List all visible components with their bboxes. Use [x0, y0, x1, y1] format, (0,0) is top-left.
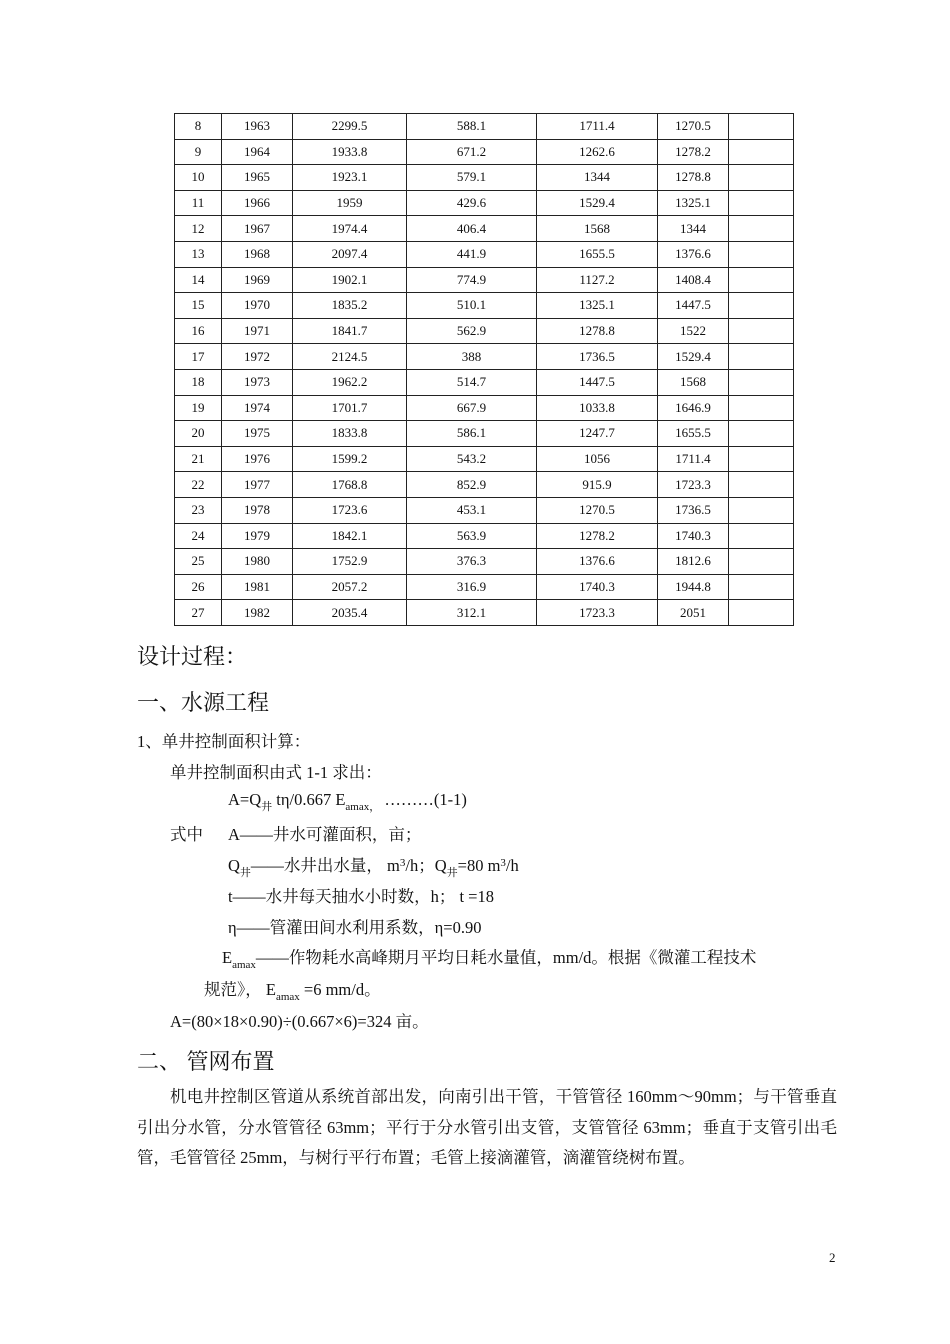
table-cell: 1740.3 — [658, 523, 729, 549]
table-cell: 1963 — [222, 114, 293, 140]
table-row — [175, 395, 794, 421]
table-cell: 1933.8 — [293, 139, 407, 165]
formula-line — [228, 790, 467, 814]
table-cell: 10 — [175, 165, 222, 191]
table-cell: 2035.4 — [293, 600, 407, 626]
table-cell — [729, 395, 794, 421]
table-row — [175, 446, 794, 472]
table-cell: 563.9 — [407, 523, 537, 549]
table-cell — [729, 318, 794, 344]
table-row — [175, 190, 794, 216]
table-cell: 1974.4 — [293, 216, 407, 242]
table-cell: 1979 — [222, 523, 293, 549]
table-row — [175, 165, 794, 191]
table-cell: 1967 — [222, 216, 293, 242]
definition-q — [228, 852, 519, 880]
def-e2-text: 规范》， E — [204, 980, 276, 999]
table-cell: 1835.2 — [293, 293, 407, 319]
table-cell: 25 — [175, 549, 222, 575]
section2-paragraph: 机电井控制区管道从系统首部出发，向南引出干管，干管管径 160mm～90mm；与干管垂直引出分水管，分水管管径 63mm；平行于分水管引出支管，支管管径 63mm；垂直于支管引出毛管，毛管管径 25mm，与树行平行布置；毛管上接滴灌管，滴灌管绕树布置。 — [137, 1087, 837, 1167]
table-row — [175, 497, 794, 523]
table-cell: 1740.3 — [537, 574, 658, 600]
table-cell: 1970 — [222, 293, 293, 319]
table-cell: 429.6 — [407, 190, 537, 216]
table-cell: 1974 — [222, 395, 293, 421]
def-q-sub2: 井 — [446, 867, 458, 879]
table-cell: 1325.1 — [537, 293, 658, 319]
def-q-symbol: Q — [228, 856, 240, 875]
table-cell: 671.2 — [407, 139, 537, 165]
table-cell: 1325.1 — [658, 190, 729, 216]
data-table — [174, 113, 794, 626]
section1-sub1: 1、单井控制面积计算： — [137, 732, 311, 751]
table-cell: 1646.9 — [658, 395, 729, 421]
table-cell: 17 — [175, 344, 222, 370]
table-cell: 1701.7 — [293, 395, 407, 421]
table-cell: 19 — [175, 395, 222, 421]
table-cell: 543.2 — [407, 446, 537, 472]
table-cell: 1978 — [222, 497, 293, 523]
table-cell: 1972 — [222, 344, 293, 370]
table-cell: 2097.4 — [293, 241, 407, 267]
table-cell: 1966 — [222, 190, 293, 216]
def-q-text2: /h；Q — [405, 856, 447, 875]
table-cell: 1723.6 — [293, 497, 407, 523]
table-cell: 1278.2 — [658, 139, 729, 165]
table-cell: 562.9 — [407, 318, 537, 344]
def-q-sub: 井 — [239, 867, 251, 879]
formula-c: ………(1-1) — [384, 790, 467, 809]
page-number: 2 — [829, 1250, 836, 1265]
table-row — [175, 241, 794, 267]
table-row — [175, 369, 794, 395]
table-cell: 579.1 — [407, 165, 537, 191]
table-row — [175, 267, 794, 293]
table-cell — [729, 293, 794, 319]
table-cell: 13 — [175, 241, 222, 267]
table-cell — [729, 523, 794, 549]
table-cell: 1969 — [222, 267, 293, 293]
table-cell: 1975 — [222, 421, 293, 447]
table-cell: 1736.5 — [537, 344, 658, 370]
table-cell: 510.1 — [407, 293, 537, 319]
table-cell: 1408.4 — [658, 267, 729, 293]
table-row — [175, 344, 794, 370]
table-cell: 915.9 — [537, 472, 658, 498]
table-cell: 1902.1 — [293, 267, 407, 293]
table-cell: 1923.1 — [293, 165, 407, 191]
table-cell — [729, 421, 794, 447]
table-cell: 8 — [175, 114, 222, 140]
table-cell: 1033.8 — [537, 395, 658, 421]
table-row — [175, 318, 794, 344]
table-cell: 20 — [175, 421, 222, 447]
table-cell: 1056 — [537, 446, 658, 472]
table-cell: 1447.5 — [658, 293, 729, 319]
table-cell: 1711.4 — [537, 114, 658, 140]
def-q-sup: 3 — [399, 857, 406, 869]
def-e2-text2: =6 mm/d。 — [299, 980, 381, 999]
table-cell: 1842.1 — [293, 523, 407, 549]
def-q-sup2: 3 — [500, 857, 506, 869]
table-cell: 1447.5 — [537, 369, 658, 395]
table-cell: 1723.3 — [537, 600, 658, 626]
table-cell: 14 — [175, 267, 222, 293]
table-cell: 1376.6 — [537, 549, 658, 575]
table-cell: 1981 — [222, 574, 293, 600]
table-cell: 1944.8 — [658, 574, 729, 600]
table-cell: 774.9 — [407, 267, 537, 293]
table-cell: 1971 — [222, 318, 293, 344]
table-cell — [729, 446, 794, 472]
table-cell — [729, 472, 794, 498]
def-q-text: ——水井出水量， m — [250, 856, 400, 875]
table-cell: 1247.7 — [537, 421, 658, 447]
table-cell: 18 — [175, 369, 222, 395]
table-cell: 26 — [175, 574, 222, 600]
table-row — [175, 139, 794, 165]
table-cell: 586.1 — [407, 421, 537, 447]
table-cell: 441.9 — [407, 241, 537, 267]
table-row — [175, 549, 794, 575]
table-cell: 1962.2 — [293, 369, 407, 395]
table-cell: 376.3 — [407, 549, 537, 575]
table-cell: 12 — [175, 216, 222, 242]
table-cell — [729, 216, 794, 242]
def-e-text: ——作物耗水高峰期月平均日耗水量值，mm/d。根据《微灌工程技术 — [255, 948, 757, 967]
table-cell: 1841.7 — [293, 318, 407, 344]
table-cell: 24 — [175, 523, 222, 549]
table-cell: 1973 — [222, 369, 293, 395]
where-label: 式中 — [170, 825, 203, 844]
table-cell: 852.9 — [407, 472, 537, 498]
table-cell: 316.9 — [407, 574, 537, 600]
def-e-symbol: E — [222, 948, 233, 967]
table-cell — [729, 190, 794, 216]
table-row — [175, 574, 794, 600]
table-cell: 1522 — [658, 318, 729, 344]
definition-e — [222, 944, 756, 971]
table-cell: 406.4 — [407, 216, 537, 242]
formula-a: A=Q — [228, 790, 262, 809]
table-cell: 1655.5 — [537, 241, 658, 267]
def-e2-sub: amax — [275, 991, 300, 1003]
table-cell — [729, 600, 794, 626]
table-cell: 1964 — [222, 139, 293, 165]
table-cell: 1982 — [222, 600, 293, 626]
table-cell — [729, 574, 794, 600]
table-cell: 1278.8 — [537, 318, 658, 344]
table-cell: 667.9 — [407, 395, 537, 421]
table-cell: 1262.6 — [537, 139, 658, 165]
table-body — [175, 114, 794, 626]
section1-heading: 一、水源工程 — [137, 690, 270, 715]
table-cell: 1568 — [658, 369, 729, 395]
table-cell: 1768.8 — [293, 472, 407, 498]
table-cell: 312.1 — [407, 600, 537, 626]
section1-intro: 单井控制面积由式 1-1 求出： — [170, 763, 382, 782]
def-q-text4: /h — [505, 856, 519, 875]
table-cell: 1833.8 — [293, 421, 407, 447]
table-cell — [729, 549, 794, 575]
table-cell: 27 — [175, 600, 222, 626]
table-row — [175, 114, 794, 140]
table-cell: 1723.3 — [658, 472, 729, 498]
formula-well-sub: 井 — [261, 801, 273, 813]
table-cell: 2051 — [658, 600, 729, 626]
table-cell: 1736.5 — [658, 497, 729, 523]
table-cell: 1980 — [222, 549, 293, 575]
formula-amax-sub: amax， — [345, 801, 381, 813]
table-cell — [729, 344, 794, 370]
area-result: A=(80×18×0.90)÷(0.667×6)=324 亩。 — [170, 1012, 429, 1031]
table-cell: 1127.2 — [537, 267, 658, 293]
table-cell: 1977 — [222, 472, 293, 498]
table-cell: 1270.5 — [537, 497, 658, 523]
table-row — [175, 600, 794, 626]
table-cell: 1599.2 — [293, 446, 407, 472]
table-cell: 1529.4 — [658, 344, 729, 370]
table-cell: 11 — [175, 190, 222, 216]
table-cell: 1812.6 — [658, 549, 729, 575]
table-cell: 1968 — [222, 241, 293, 267]
def-e-sub: amax — [232, 959, 256, 971]
table-cell — [729, 369, 794, 395]
table-cell: 1270.5 — [658, 114, 729, 140]
table-cell: 514.7 — [407, 369, 537, 395]
table-row — [175, 523, 794, 549]
table-cell — [729, 241, 794, 267]
table-row — [175, 421, 794, 447]
table-cell — [729, 267, 794, 293]
table-cell: 1959 — [293, 190, 407, 216]
table-cell: 1278.8 — [658, 165, 729, 191]
table-cell: 588.1 — [407, 114, 537, 140]
table-cell: 1278.2 — [537, 523, 658, 549]
table-row — [175, 293, 794, 319]
table-cell: 2057.2 — [293, 574, 407, 600]
table-cell: 1344 — [537, 165, 658, 191]
design-process-heading: 设计过程： — [137, 644, 248, 669]
table-cell: 2124.5 — [293, 344, 407, 370]
table-cell: 16 — [175, 318, 222, 344]
table-row — [175, 216, 794, 242]
table-cell: 1752.9 — [293, 549, 407, 575]
table-cell: 9 — [175, 139, 222, 165]
table-cell — [729, 114, 794, 140]
definition-e-continued — [204, 976, 381, 1003]
formula-b: tη/0.667 E — [276, 790, 346, 809]
table-cell — [729, 165, 794, 191]
table-row — [175, 472, 794, 498]
table-cell: 23 — [175, 497, 222, 523]
table-cell: 1965 — [222, 165, 293, 191]
definition-t: t——水井每天抽水小时数，h； t =18 — [228, 887, 494, 906]
table-cell: 1529.4 — [537, 190, 658, 216]
table-cell — [729, 497, 794, 523]
definition-a: A——井水可灌面积，亩； — [228, 825, 422, 844]
table-cell: 1711.4 — [658, 446, 729, 472]
table-cell: 2299.5 — [293, 114, 407, 140]
table-cell: 15 — [175, 293, 222, 319]
table-cell: 21 — [175, 446, 222, 472]
table-cell: 453.1 — [407, 497, 537, 523]
section2-heading: 二、 管网布置 — [137, 1049, 275, 1074]
table-cell: 1376.6 — [658, 241, 729, 267]
table-cell: 1976 — [222, 446, 293, 472]
def-q-text3: =80 m — [457, 856, 501, 875]
table-cell: 388 — [407, 344, 537, 370]
table-cell — [729, 139, 794, 165]
table-cell: 1655.5 — [658, 421, 729, 447]
definition-eta: η——管灌田间水利用系数，η=0.90 — [228, 918, 482, 937]
table-cell: 1568 — [537, 216, 658, 242]
table-cell: 1344 — [658, 216, 729, 242]
table-cell: 22 — [175, 472, 222, 498]
